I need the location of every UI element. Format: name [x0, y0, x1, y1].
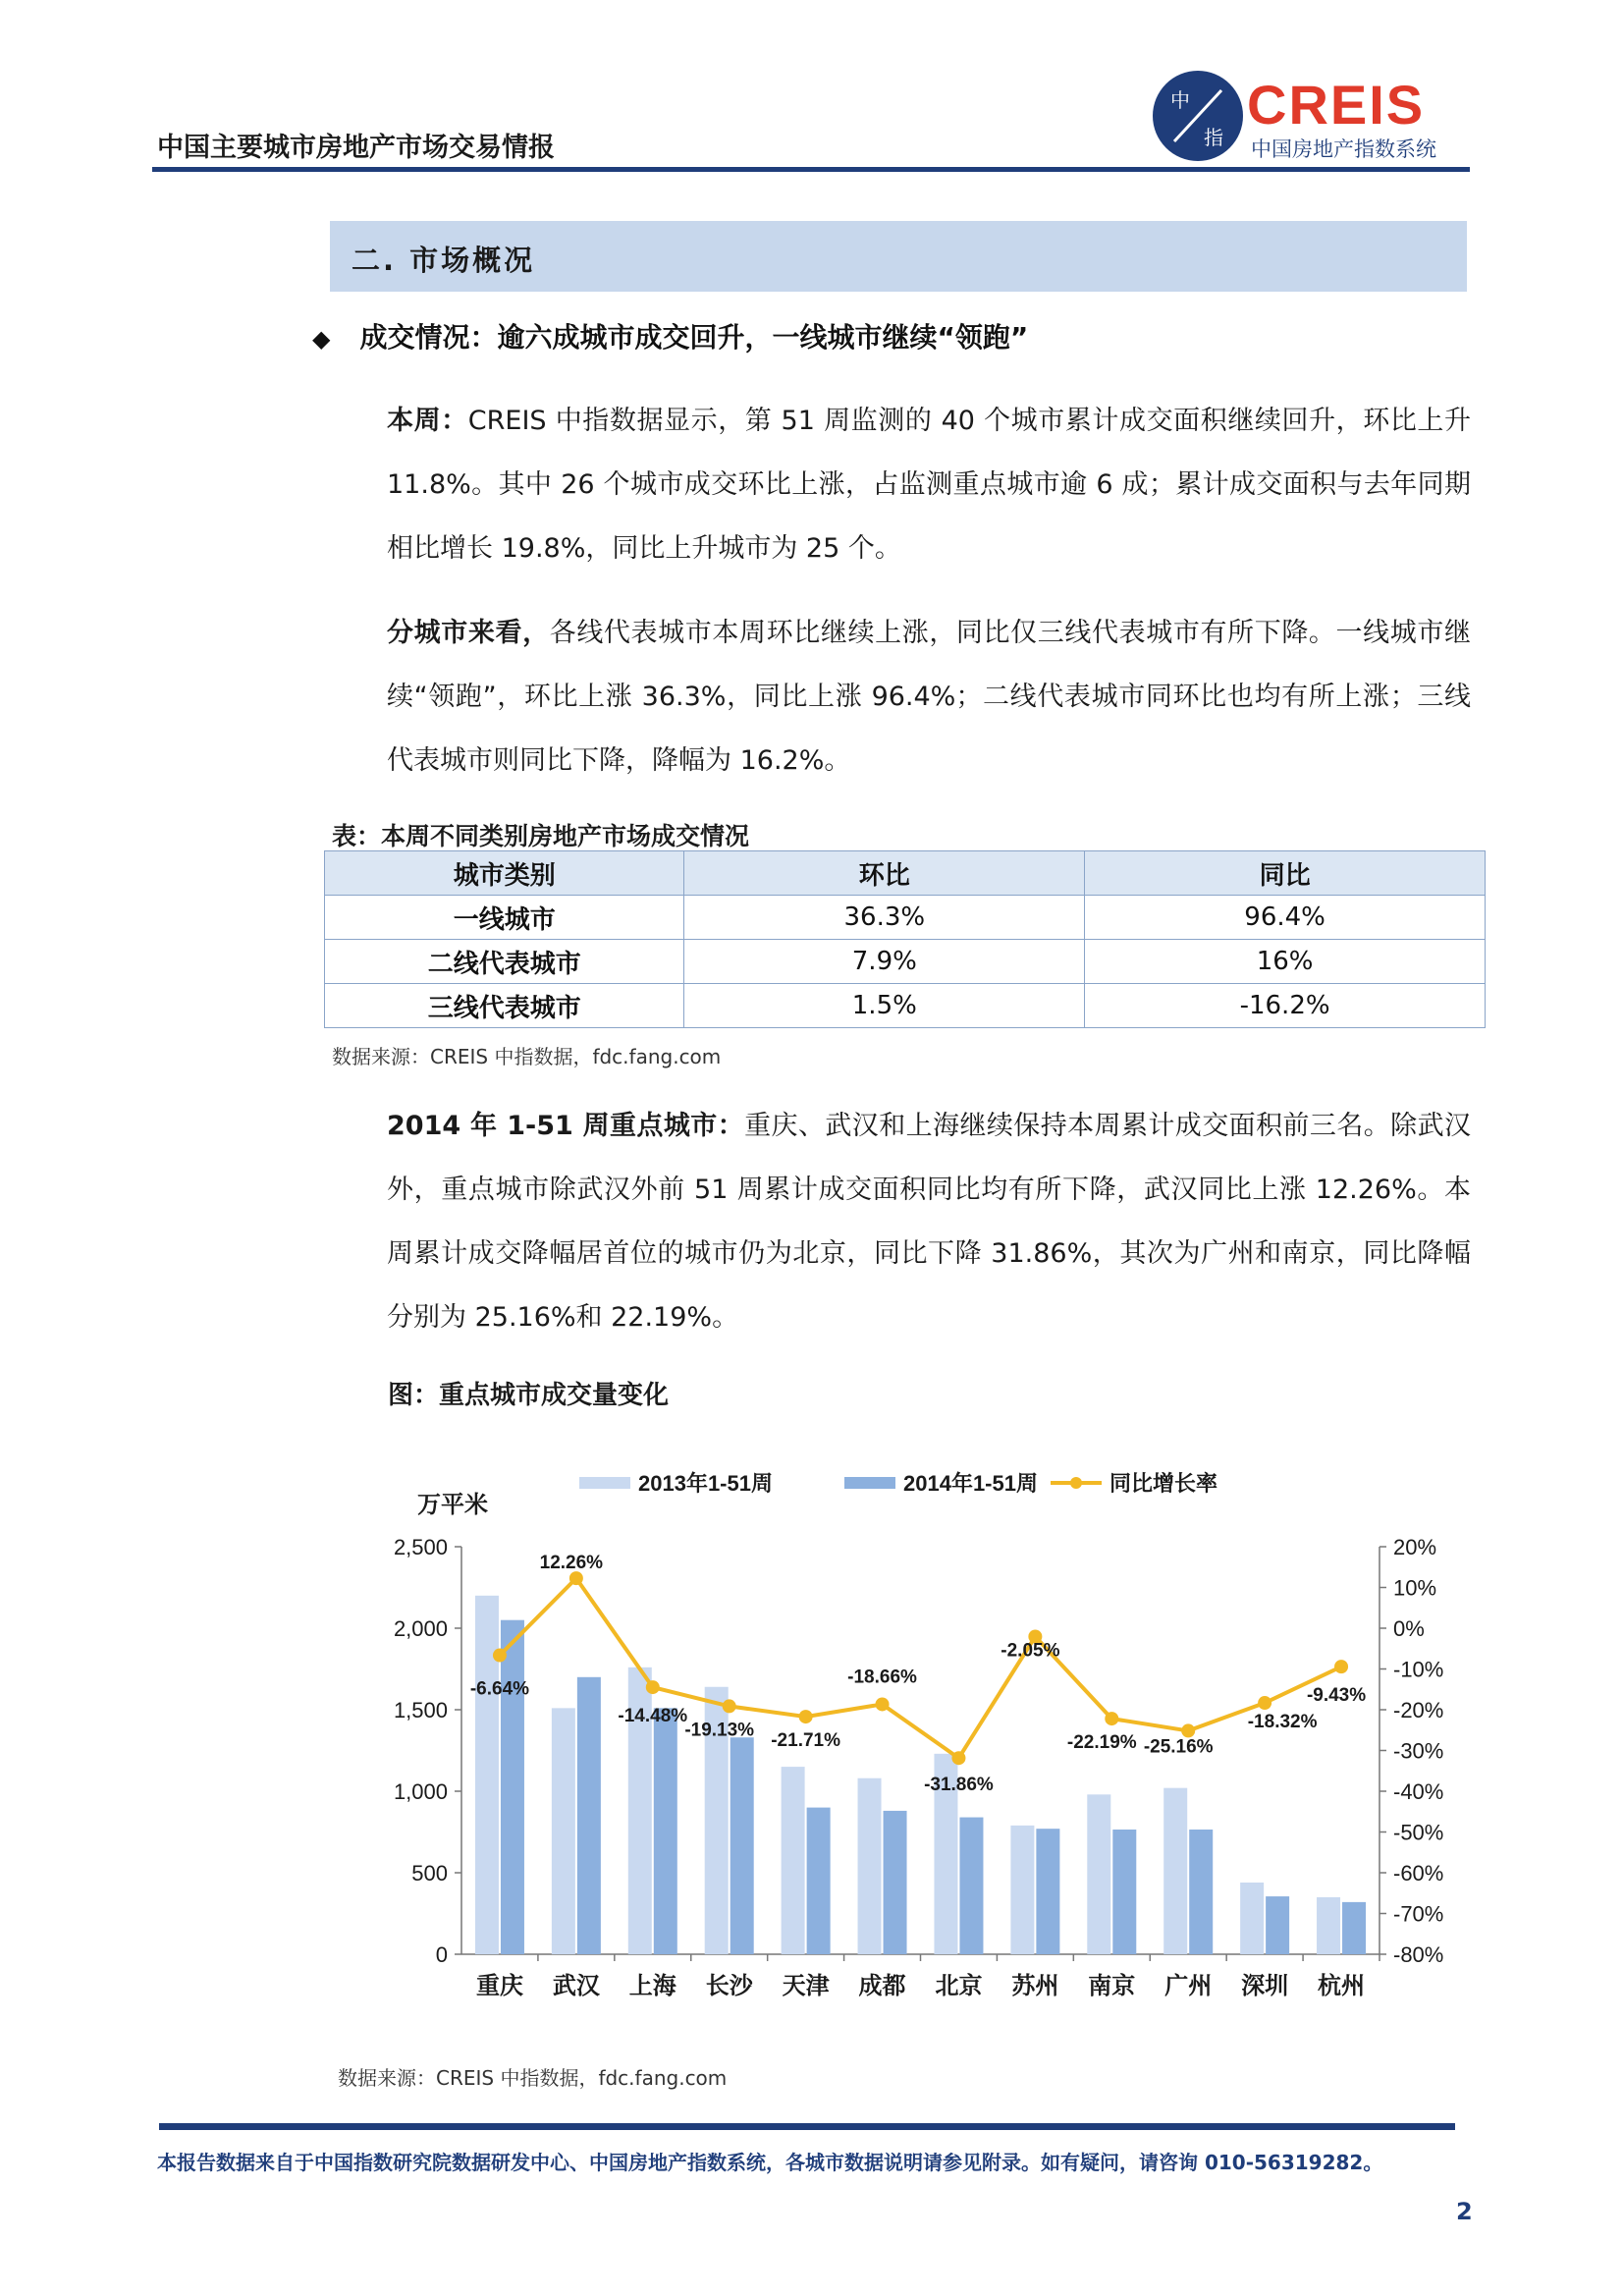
table-cell: 36.3% — [684, 896, 1085, 940]
table-cell: -16.2% — [1085, 984, 1486, 1028]
y2-tick-label: -50% — [1393, 1820, 1444, 1845]
bar — [730, 1737, 754, 1954]
figure-caption: 图：重点城市成交量变化 — [388, 1381, 670, 1410]
paragraph-body: CREIS 中指数据显示，第 51 周监测的 40 个城市累计成交面积继续回升，环比上升 11.8%。其中 26 个城市成交环比上涨，占监测重点城市逾 6 成；累计成交面积与去年同期相比增长 19.8%，同比上升城市为 25 个。 — [387, 406, 1472, 564]
data-label: -14.48% — [618, 1706, 688, 1727]
table-cell: 1.5% — [684, 984, 1085, 1028]
bar — [782, 1767, 805, 1954]
bar — [1163, 1788, 1187, 1954]
bullet-heading — [312, 316, 1028, 355]
data-label: -21.71% — [771, 1730, 841, 1752]
diamond-bullet-icon: ◆ — [312, 325, 331, 353]
y-axis-label: 万平米 — [417, 1492, 488, 1518]
x-tick-label: 北京 — [935, 1972, 983, 1999]
table-header-cell: 同比 — [1085, 851, 1486, 896]
bar — [807, 1808, 831, 1954]
bar — [1317, 1897, 1340, 1954]
footer-note: 本报告数据来自于中国指数研究院数据研发中心、中国房地产指数系统，各城市数据说明请参见附录。如有疑问，请咨询 010-56319282。 — [157, 2151, 1383, 2174]
bar — [959, 1818, 983, 1954]
y-tick-label: 1,500 — [393, 1698, 448, 1722]
paragraph-by-city — [332, 601, 1471, 793]
point — [1181, 1723, 1195, 1737]
bar — [1036, 1829, 1059, 1954]
y-tick-label: 1,000 — [393, 1779, 448, 1804]
bar — [1342, 1902, 1366, 1954]
x-tick-label: 深圳 — [1241, 1972, 1289, 1999]
city-tier-table — [324, 850, 1486, 1028]
point — [493, 1649, 507, 1663]
bar — [552, 1708, 575, 1954]
data-label: -31.86% — [924, 1775, 994, 1796]
table-header-cell: 城市类别 — [325, 851, 684, 896]
y2-tick-label: -40% — [1393, 1779, 1444, 1804]
table-cell: 二线代表城市 — [325, 940, 684, 984]
legend-marker — [1070, 1477, 1082, 1489]
paragraph-body: 重庆、武汉和上海继续保持本周累计成交面积前三名。除武汉外，重点城市除武汉外前 51 周累计成交面积同比均有所下降，武汉同比上涨 12.26%。本周累计成交降幅居首位的城市仍为北京，同比下降 31.86%，其次为广州和南京，同比降幅分别为 25.16%和 22.19%。 — [387, 1111, 1471, 1333]
x-tick-label: 天津 — [782, 1972, 830, 1999]
point — [951, 1751, 965, 1765]
section-title: 二. 市场概况 — [352, 244, 536, 277]
bar — [884, 1811, 907, 1954]
x-tick-label: 长沙 — [705, 1972, 753, 1999]
point — [646, 1680, 660, 1694]
x-tick-label: 杭州 — [1318, 1972, 1366, 1999]
legend-swatch — [579, 1477, 630, 1489]
report-title: 中国主要城市房地产市场交易情报 — [157, 133, 555, 163]
bar — [475, 1596, 499, 1954]
x-tick-label: 武汉 — [552, 1972, 600, 1999]
creis-logo — [1149, 69, 1473, 167]
point — [1258, 1696, 1271, 1710]
logo-emblem-icon: 中 指 — [1153, 71, 1243, 161]
paragraph-lead: 分城市来看， — [387, 618, 550, 648]
paragraph-lead: 本周： — [387, 406, 468, 436]
figure-source: 数据来源：CREIS 中指数据，fdc.fang.com — [338, 2066, 728, 2090]
point — [1334, 1660, 1348, 1673]
bar — [1010, 1826, 1034, 1954]
data-label: -9.43% — [1306, 1685, 1367, 1707]
y2-tick-label: 10% — [1393, 1575, 1437, 1601]
bullet-heading-text: 成交情况：逾六成城市成交回升，一线城市继续“领跑” — [359, 321, 1029, 354]
city-transaction-chart — [353, 1444, 1473, 2013]
data-label: -6.64% — [469, 1678, 530, 1700]
table-row — [325, 896, 1486, 940]
table-cell: 7.9% — [684, 940, 1085, 984]
legend-swatch — [844, 1477, 895, 1489]
y-tick-label: 2,000 — [393, 1616, 448, 1641]
x-tick-label: 南京 — [1088, 1972, 1136, 1999]
bar — [1087, 1794, 1110, 1954]
y-tick-label: 2,500 — [393, 1535, 448, 1559]
table-cell: 三线代表城市 — [325, 984, 684, 1028]
x-tick-label: 重庆 — [475, 1972, 523, 1999]
point — [723, 1699, 736, 1713]
y2-tick-label: -10% — [1393, 1657, 1444, 1682]
y2-tick-label: 20% — [1393, 1535, 1437, 1559]
y2-tick-label: -20% — [1393, 1698, 1444, 1722]
table-row — [325, 940, 1486, 984]
data-label: 12.26% — [539, 1553, 604, 1574]
legend-label: 同比增长率 — [1109, 1471, 1218, 1496]
header-divider — [152, 167, 1470, 172]
data-label: -19.13% — [684, 1720, 755, 1741]
y2-tick-label: -80% — [1393, 1942, 1444, 1967]
x-tick-label: 成都 — [858, 1972, 906, 1999]
bar — [577, 1677, 601, 1954]
table-caption: 表：本周不同类别房地产市场成交情况 — [332, 822, 750, 850]
table-cell: 16% — [1085, 940, 1486, 984]
table-source: 数据来源：CREIS 中指数据，fdc.fang.com — [332, 1045, 722, 1068]
bar — [501, 1620, 524, 1954]
paragraph-lead: 2014 年 1-51 周重点城市： — [387, 1111, 745, 1141]
bar — [1112, 1830, 1136, 1954]
y2-tick-label: -70% — [1393, 1901, 1444, 1927]
bar — [1240, 1883, 1264, 1954]
y2-tick-label: -30% — [1393, 1738, 1444, 1764]
table-header-cell: 环比 — [684, 851, 1085, 896]
page-number: 2 — [1456, 2198, 1473, 2225]
table-cell: 96.4% — [1085, 896, 1486, 940]
section-band — [330, 221, 1467, 292]
table-header-row — [325, 851, 1486, 896]
bar — [1266, 1896, 1289, 1954]
x-tick-label: 上海 — [628, 1972, 676, 1999]
x-tick-label: 广州 — [1164, 1972, 1213, 1999]
legend-label: 2013年1-51周 — [638, 1471, 773, 1496]
point — [569, 1571, 583, 1585]
growth-rate-line — [500, 1578, 1341, 1758]
y-tick-label: 0 — [435, 1942, 448, 1967]
point — [799, 1710, 813, 1723]
legend-label: 2014年1-51周 — [903, 1471, 1038, 1496]
y-tick-label: 500 — [411, 1861, 448, 1886]
logo-wordmark: CREIS — [1247, 74, 1426, 136]
y2-tick-label: 0% — [1393, 1616, 1425, 1641]
point — [1105, 1712, 1118, 1725]
data-label: -2.05% — [1001, 1640, 1060, 1662]
table-cell: 一线城市 — [325, 896, 684, 940]
point — [876, 1697, 890, 1711]
bar — [654, 1708, 677, 1954]
paragraph-key-cities — [332, 1094, 1471, 1349]
y2-tick-label: -60% — [1393, 1861, 1444, 1886]
footer-divider — [159, 2123, 1455, 2130]
data-label: -18.66% — [847, 1667, 917, 1688]
data-label: -25.16% — [1143, 1736, 1214, 1758]
table-row — [325, 984, 1486, 1028]
paragraph-body: 各线代表城市本周环比继续上涨，同比仅三线代表城市有所下降。一线城市继续“领跑”，环比上涨 36.3%，同比上涨 96.4%；二线代表城市同环比也均有所上涨；三线代表城市则同比下降，降幅为 16.2%。 — [387, 618, 1472, 776]
bar — [858, 1778, 882, 1954]
bar — [1189, 1830, 1213, 1954]
paragraph-this-week — [332, 389, 1471, 580]
x-tick-label: 苏州 — [1011, 1972, 1059, 1999]
data-label: -18.32% — [1247, 1712, 1318, 1733]
data-label: -22.19% — [1066, 1732, 1137, 1754]
logo-subtitle: 中国房地产指数系统 — [1251, 137, 1436, 161]
